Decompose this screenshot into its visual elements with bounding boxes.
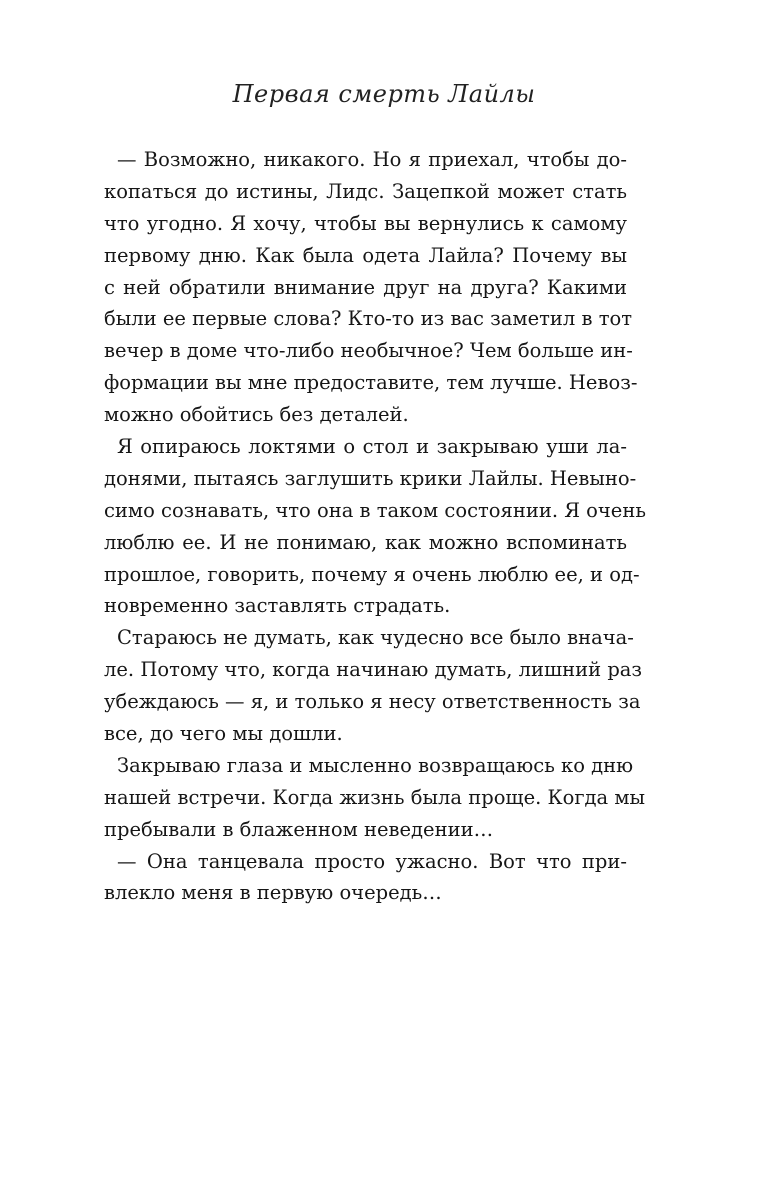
paragraph-5 bbox=[104, 846, 627, 910]
text-line: первому дню. Как была одета Лайла? Почему вы bbox=[104, 243, 627, 267]
text-line: люблю ее. И не понимаю, как можно вспоминать bbox=[104, 530, 627, 554]
text-line: с ней обратили внимание друг на друга? Какими bbox=[104, 275, 627, 299]
text-line: ле. Потому что, когда начинаю думать, лишний раз bbox=[104, 658, 643, 682]
text-line: Стараюсь не думать, как чудесно все было внача- bbox=[117, 626, 634, 650]
text-line: симо сознавать, что она в таком состоянии. Я очень bbox=[104, 498, 646, 522]
text-line: новременно заставлять страдать. bbox=[104, 594, 451, 618]
text-line: прошлое, говорить, почему я очень люблю ее, и од- bbox=[104, 562, 640, 586]
paragraph-2 bbox=[104, 431, 646, 622]
text-line: Я опираюсь локтями о стол и закрываю уши ла- bbox=[117, 435, 627, 459]
running-head-title: Первая смерть Лайлы bbox=[232, 80, 536, 108]
text-line: все, до чего мы дошли. bbox=[104, 722, 343, 746]
text-line: убеждаюсь — я, и только я несу ответственность за bbox=[104, 690, 641, 714]
text-line: были ее первые слова? Кто-то из вас заметил в тот bbox=[104, 307, 633, 331]
body-text bbox=[104, 144, 646, 909]
text-line: — Возможно, никакого. Но я приехал, чтобы до- bbox=[117, 148, 627, 171]
text-line: что угодно. Я хочу, чтобы вы вернулись к самому bbox=[104, 211, 627, 235]
text-line: влекло меня в первую очередь… bbox=[104, 881, 442, 905]
text-line: нашей встречи. Когда жизнь была проще. Когда мы bbox=[104, 785, 646, 809]
text-line: донями, пытаясь заглушить крики Лайлы. Невыно- bbox=[104, 466, 637, 490]
text-line: можно обойтись без деталей. bbox=[104, 403, 409, 427]
text-line: — Она танцевала просто ужасно. Вот что при- bbox=[117, 849, 627, 873]
text-line: копаться до истины, Лидс. Зацепкой может стать bbox=[104, 179, 627, 203]
paragraph-1 bbox=[104, 144, 638, 431]
paragraph-3 bbox=[104, 622, 643, 750]
text-line: пребывали в блаженном неведении… bbox=[104, 817, 494, 841]
paragraph-4 bbox=[104, 750, 646, 846]
text-line: вечер в доме что-либо необычное? Чем больше ин- bbox=[104, 339, 633, 363]
text-line: формации вы мне предоставите, тем лучше. Невоз- bbox=[104, 371, 638, 395]
text-line: Закрываю глаза и мысленно возвращаюсь ко дню bbox=[117, 753, 634, 777]
